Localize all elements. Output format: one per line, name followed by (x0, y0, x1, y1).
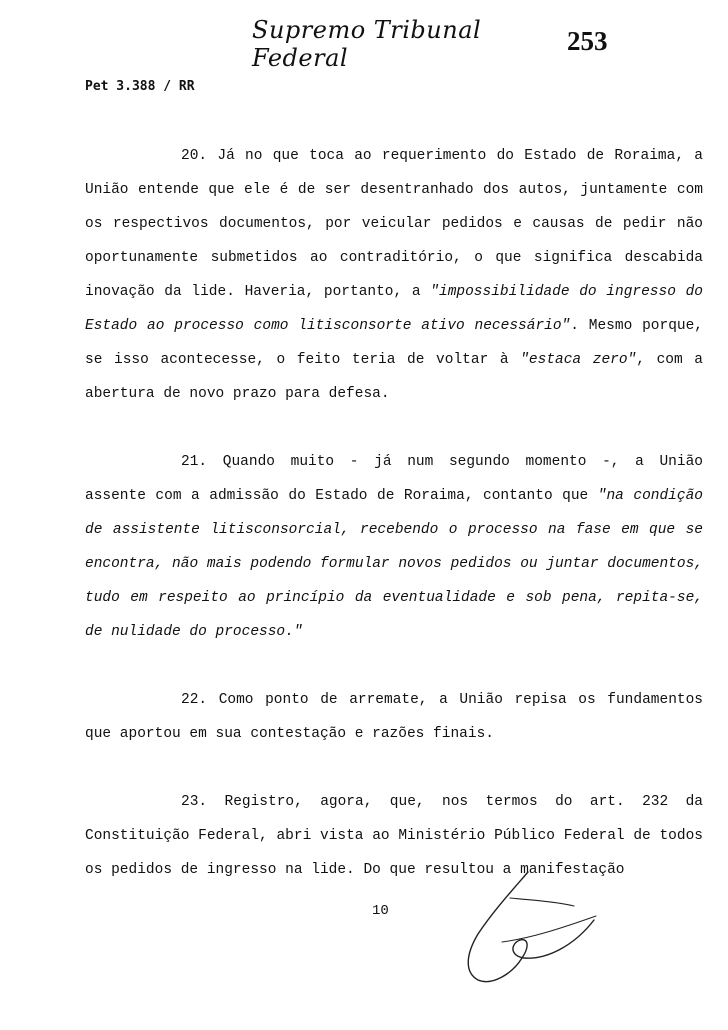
case-reference: Pet 3.388 / RR (85, 79, 195, 94)
paragraph-23-text: 23. Registro, agora, que, nos termos do art. 232 da Constituição Federal, abri vista ao Ministério Público Federal de todos os pedidos de ingresso na lide. Do que resultou a manifestação (85, 794, 703, 878)
document-body (85, 139, 703, 887)
handwritten-signature (462, 862, 612, 987)
page-number: 10 (372, 903, 389, 919)
paragraph-20-quote-2: "estaca zero" (520, 352, 637, 368)
paragraph-20 (85, 139, 703, 411)
paragraph-22-text: 22. Como ponto de arremate, a União repisa os fundamentos que aportou em sua contestação e razões finais. (85, 692, 703, 742)
paragraph-20-text-3: , com a abertura de novo prazo para defesa. (85, 352, 704, 402)
paragraph-21-text: 21. Quando muito - já num segundo momento -, a União assente com a admissão do Estado de Roraima, contanto que (85, 454, 703, 504)
paragraph-22 (85, 683, 703, 751)
paragraph-21-quote: "na condição de assistente litisconsorcial, recebendo o processo na fase em que se encontra, não mais podendo formular novos pedidos ou juntar documentos, tudo em respeito ao princípio da eventualidade e sob pena, repita-se, de nulidade do processo." (85, 488, 703, 640)
paragraph-20-text: 20. Já no que toca ao requerimento do Estado de Roraima, a União entende que ele é de ser desentranhado dos autos, juntamente com os respectivos documentos, por veicular pedidos e causas de pedir não oportunamente submetidos ao contraditório, o que significa descabida inovação da lide. Haveria, portanto, a (85, 148, 703, 300)
paragraph-21 (85, 445, 703, 649)
court-letterhead: Supremo Tribunal Federal (252, 16, 482, 72)
paragraph-20-text-2: . Mesmo porque, se isso acontecesse, o feito teria de voltar à (85, 318, 703, 368)
paragraph-20-quote-1: "impossibilidade do ingresso do Estado ao processo como litisconsorte ativo necessário" (85, 284, 704, 334)
page-stamp-number: 253 (567, 26, 608, 56)
